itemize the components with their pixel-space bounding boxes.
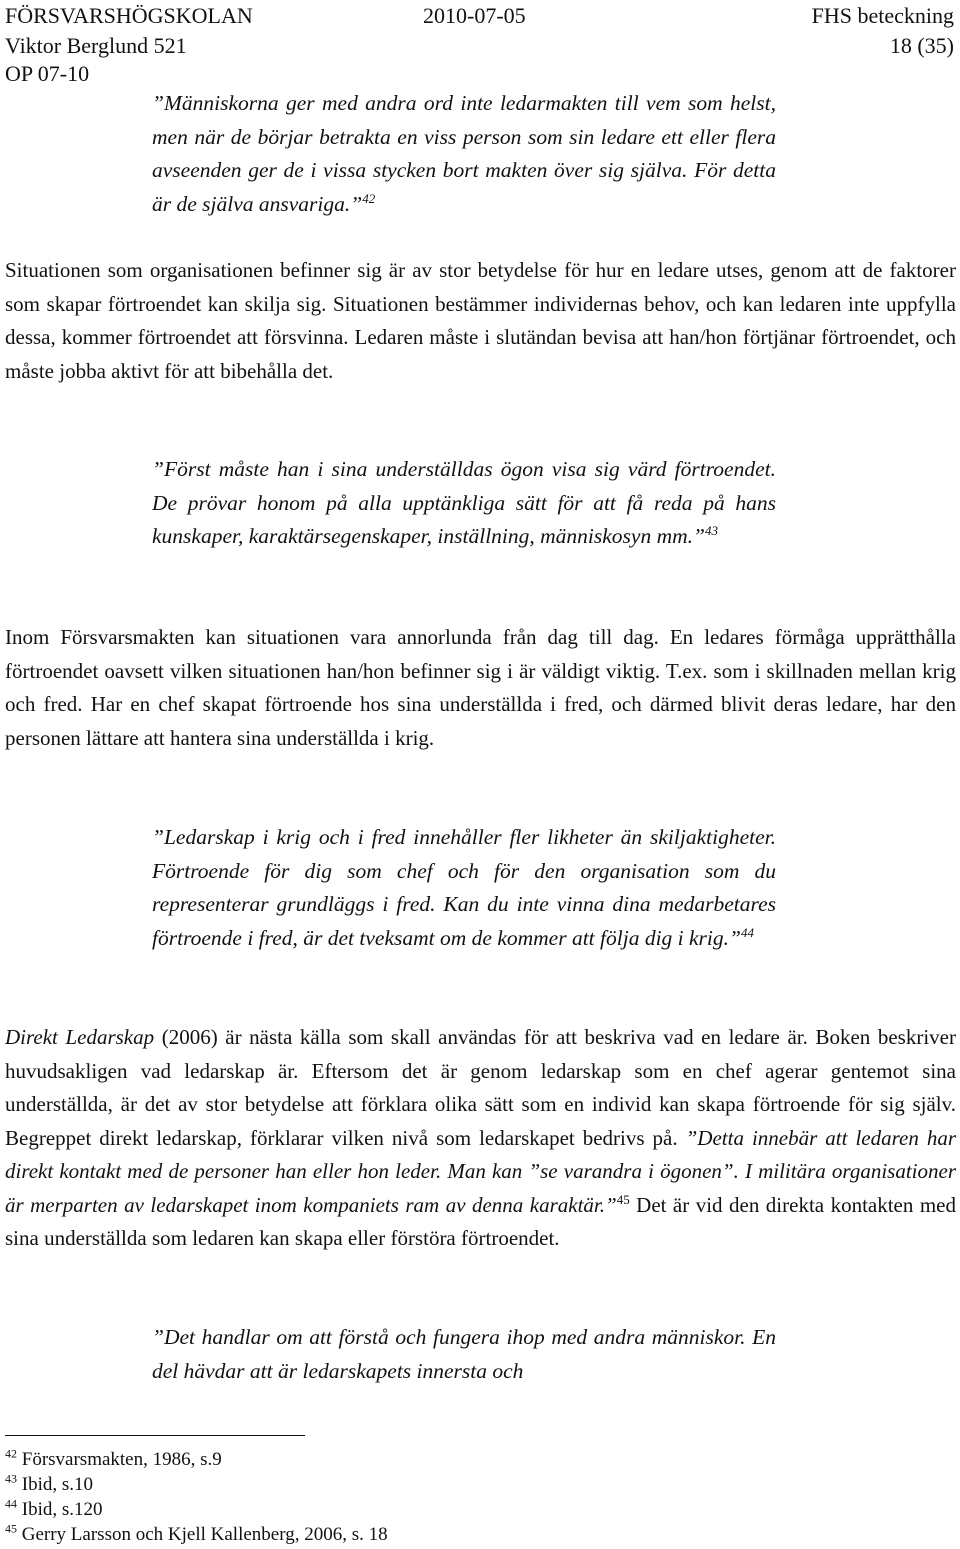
author-name: Viktor Berglund 521 <box>5 33 187 58</box>
footnote-text: Gerry Larsson och Kjell Kallenberg, 2006, s. 18 <box>21 1524 388 1545</box>
book-title: Direkt Ledarskap <box>5 1025 155 1049</box>
block-quote-1 <box>152 87 776 221</box>
inline-quote: ”Detta innebär att ledaren har direkt kontakt med de personer han eller hon leder. Man kan ”se varandra i ögonen”. I militära organisationer är merparten av ledarskapet inom kompaniets ram av denna karaktär.” <box>5 1125 957 1217</box>
footnote-ref: 45 <box>616 1191 630 1207</box>
footnote-number: 44 <box>5 1496 17 1511</box>
footnote-ref: 42 <box>362 190 376 206</box>
footnote-text: Ibid, s.120 <box>21 1499 103 1520</box>
block-quote-4: ”Det handlar om att förstå och fungera ihop med andra människor. En del hävdar att är ledarskapets innersta och <box>152 1325 776 1383</box>
paragraph-2: Inom Försvarsmakten kan situationen vara annorlunda från dag till dag. En ledares förmåga upprätthålla förtroendet oavsett vilken situationen han/hon befinner sig i är väldigt viktig. T.ex. som i skillnaden mellan krig och fred. Har en chef skapat förtroende hos sina underställda i fred, och därmed blivit deras ledare, har den personen lättare att hantera sina underställda i krig. <box>5 625 956 750</box>
footnote <box>5 1523 388 1547</box>
footnote <box>5 1473 93 1497</box>
quote-text: ”Ledarskap i krig och i fred innehåller fler likheter än skiljaktigheter. Förtroende för dig som chef och för den organisation som du representerar grundläggs i fred. Kan du inte vinna dina medarbetares förtroende i fred, är det tveksamt om de kommer att följa dig i krig.” <box>152 825 776 950</box>
footnote-number: 43 <box>5 1471 17 1486</box>
quote-text: ”Först måste han i sina underställdas ögon visa sig värd förtroendet. De prövar honom på alla upptänkliga sätt för att få reda på hans kunskaper, karaktärsegenskaper, inställning, människosyn mm.” <box>152 457 776 548</box>
paragraph-3 <box>5 1021 956 1256</box>
paragraph-text: (2006) är nästa källa som skall användas för att beskriva vad en ledare är. Boken beskriver huvudsakligen vad ledarskap är. Eftersom det är genom ledarskap som en chef agerar gentemot sina underställda, är det av stor betydelse att förklara olika sätt som en individ kan skapa förtroende för sig själv. Begreppet direkt ledarskap, förklarar vilken nivå som ledarskapet bedrivs på. <box>5 1025 956 1150</box>
paragraph-1: Situationen som organisationen befinner sig är av stor betydelse för hur en ledare utses, genom att de faktorer som skapar förtroendet kan skilja sig. Situationen bestämmer individernas behov, och kan ledaren inte uppfylla dessa, kommer förtroendet att försvinna. Ledaren måste i slutändan bevisa att han/hon förtjänar förtroendet, och måste jobba aktivt för att bibehålla det. <box>5 258 956 383</box>
footnote-text: Ibid, s.10 <box>21 1474 93 1495</box>
footnote-number: 42 <box>5 1446 17 1461</box>
quote-text: ”Människorna ger med andra ord inte ledarmakten till vem som helst, men när de börjar betrakta en viss person som sin ledare ett eller flera avseenden ger de i vissa stycken bort makten över sig själva. För detta är de själva ansvariga.” <box>152 91 776 216</box>
footnote-number: 45 <box>5 1521 17 1536</box>
footnote <box>5 1448 222 1472</box>
document-date: 2010-07-05 <box>423 3 526 28</box>
school-name: FÖRSVARSHÖGSKOLAN <box>5 3 253 28</box>
block-quote-3 <box>152 821 776 955</box>
page-number: 18 (35) <box>889 33 954 58</box>
footnote-separator <box>5 1435 305 1436</box>
document-type: FHS beteckning <box>811 3 954 28</box>
footnote <box>5 1498 103 1522</box>
footnote-ref: 44 <box>740 924 754 940</box>
block-quote-2 <box>152 453 776 554</box>
course-code: OP 07-10 <box>5 61 90 86</box>
footnote-text: Försvarsmakten, 1986, s.9 <box>21 1449 222 1470</box>
footnote-ref: 43 <box>704 522 718 538</box>
paragraph-text: Det är vid den direkta kontakten med sina underställda som ledaren kan skapa eller förstöra förtroendet. <box>5 1192 956 1250</box>
